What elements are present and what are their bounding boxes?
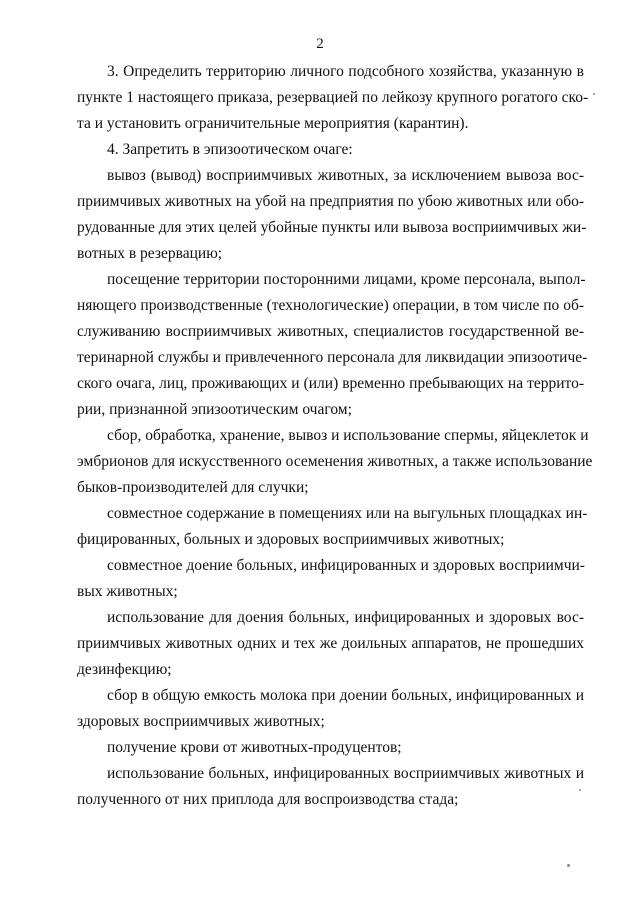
scan-speck xyxy=(593,93,595,95)
paragraph-line: та и установить ограничительные мероприятия (карантин). xyxy=(77,115,469,132)
paragraph-line: совместное доение больных, инфицированных и здоровых восприимчи- xyxy=(107,557,585,574)
paragraph-line: вывоз (вывод) восприимчивых животных, за исключением вывоза вос- xyxy=(107,167,584,184)
paragraph-line: сбор в общую емкость молока при доении больных, инфицированных и xyxy=(107,687,584,704)
paragraph-line: получение крови от животных-продуцентов; xyxy=(107,739,402,756)
paragraph-line: использование больных, инфицированных восприимчивых животных и xyxy=(107,765,584,782)
paragraph-line: приимчивых животных на убой на предприятия по убою животных или обо- xyxy=(77,193,584,210)
paragraph-line: служиванию восприимчивых животных, специалистов государственной ве- xyxy=(77,323,584,340)
paragraph-line: пункте 1 настоящего приказа, резервацией по лейкозу крупного рогатого ско- xyxy=(77,89,589,106)
paragraph-line: 4. Запретить в эпизоотическом очаге: xyxy=(107,141,353,158)
paragraph-line: эмбрионов для искусственного осеменения животных, а также использование xyxy=(77,453,593,470)
paragraph-line: теринарной службы и привлеченного персонала для ликвидации эпизоотиче- xyxy=(77,349,588,366)
paragraph-line: фицированных, больных и здоровых восприимчивых животных; xyxy=(77,531,505,548)
paragraph-line: рудованные для этих целей убойные пункты или вывоза восприимчивых жи- xyxy=(77,219,587,236)
paragraph-line: рии, признанной эпизоотическим очагом; xyxy=(77,401,352,418)
paragraph-line: вотных в резервацию; xyxy=(77,245,223,262)
paragraph-line: няющего производственные (технологические) операции, в том числе по об- xyxy=(77,297,584,314)
paragraph-line: быков-производителей для случки; xyxy=(77,479,309,496)
paragraph-line: вых животных; xyxy=(77,583,178,600)
paragraph-line: совместное содержание в помещениях или на выгульных площадках ин- xyxy=(107,505,588,522)
paragraph-line: приимчивых животных одних и тех же доильных аппаратов, не прошедших xyxy=(77,635,584,652)
paragraph-line: полученного от них приплода для воспроизводства стада; xyxy=(77,791,459,808)
paragraph-line: 3. Определить территорию личного подсобного хозяйства, указанную в xyxy=(107,63,584,80)
scan-speck xyxy=(579,789,581,791)
paragraph-line: ского очага, лиц, проживающих и (или) временно пребывающих на террито- xyxy=(77,375,584,392)
page-number: 2 xyxy=(316,36,324,52)
paragraph-line: здоровых восприимчивых животных; xyxy=(77,713,325,730)
paragraph-line: использование для доения больных, инфицированных и здоровых вос- xyxy=(107,609,584,626)
paragraph-line: дезинфекцию; xyxy=(77,661,172,678)
paragraph-line: сбор, обработка, хранение, вывоз и использование спермы, яйцеклеток и xyxy=(107,427,589,444)
paragraph-line: посещение территории посторонними лицами, кроме персонала, выпол- xyxy=(107,271,586,288)
scan-speck xyxy=(567,864,570,867)
